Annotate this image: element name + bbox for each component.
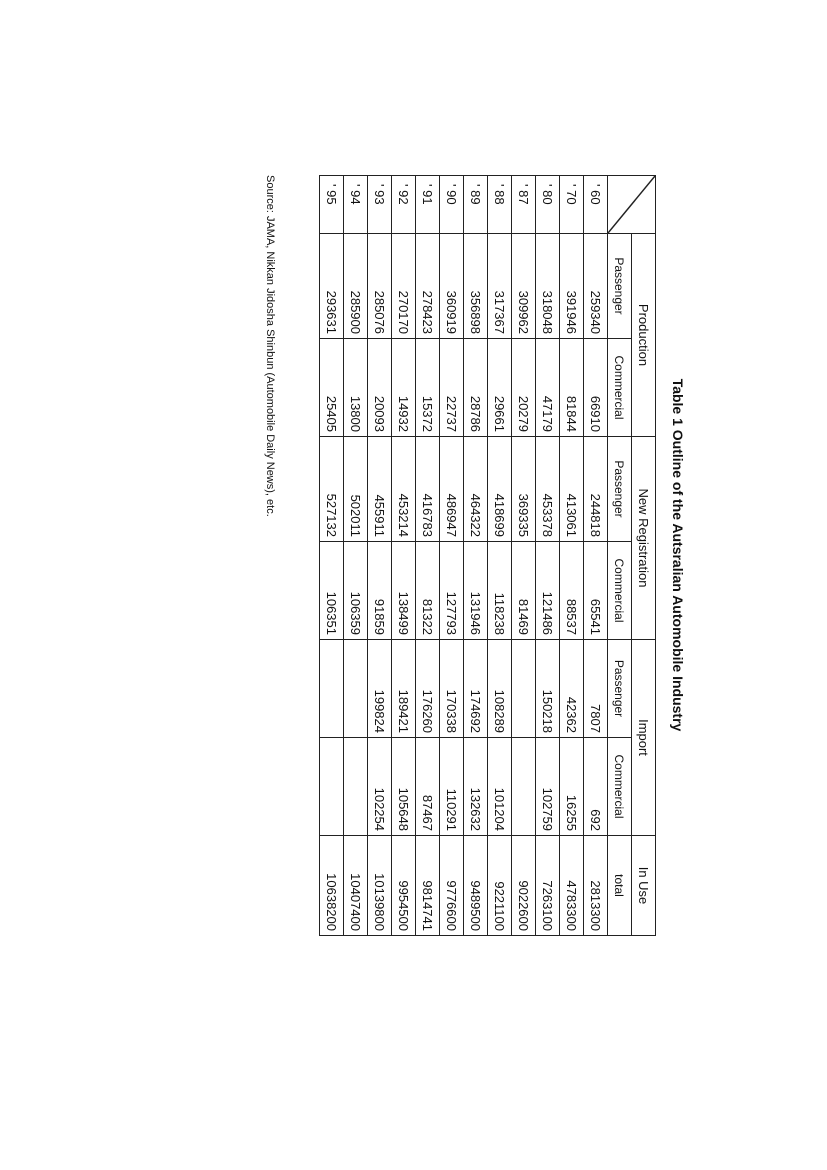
table-row [344, 176, 368, 936]
value-cell: 10139800 [368, 836, 392, 936]
value-cell: 170338 [440, 640, 464, 738]
value-cell: 317367 [488, 234, 512, 339]
value-cell [512, 738, 536, 836]
value-cell: 110291 [440, 738, 464, 836]
value-cell: 87467 [416, 738, 440, 836]
value-cell: 259340 [584, 234, 608, 339]
year-cell: ' 89 [464, 176, 488, 234]
value-cell: 270170 [392, 234, 416, 339]
year-cell: ' 91 [416, 176, 440, 234]
value-cell: 16255 [560, 738, 584, 836]
table-body [320, 176, 608, 936]
value-cell [344, 738, 368, 836]
table-row [392, 176, 416, 936]
year-cell: ' 93 [368, 176, 392, 234]
value-cell: 47179 [536, 339, 560, 437]
value-cell: 14932 [392, 339, 416, 437]
table-row [512, 176, 536, 936]
subheader-row [608, 176, 632, 936]
value-cell: 28786 [464, 339, 488, 437]
value-cell: 106351 [320, 542, 344, 640]
value-cell: 692 [584, 738, 608, 836]
table-row [440, 176, 464, 936]
group-header-in-use: In Use [632, 836, 656, 936]
table-row [464, 176, 488, 936]
table-row [416, 176, 440, 936]
table-row [536, 176, 560, 936]
value-cell: 455911 [368, 437, 392, 542]
value-cell [512, 640, 536, 738]
subheader-cell: Commercial [608, 542, 632, 640]
subheader-cell: Commercial [608, 339, 632, 437]
table-row [560, 176, 584, 936]
value-cell: 29661 [488, 339, 512, 437]
value-cell: 285900 [344, 234, 368, 339]
table-title: Table 1 Outline of the Autsralian Automobile Industry [670, 378, 686, 732]
value-cell: 486947 [440, 437, 464, 542]
value-cell: 4783300 [560, 836, 584, 936]
value-cell: 453378 [536, 437, 560, 542]
value-cell: 65541 [584, 542, 608, 640]
table-row [320, 176, 344, 936]
group-header-new-registration: New Registration [632, 437, 656, 640]
year-cell: ' 60 [584, 176, 608, 234]
value-cell: 356898 [464, 234, 488, 339]
value-cell [320, 738, 344, 836]
value-cell: 106359 [344, 542, 368, 640]
value-cell: 118238 [488, 542, 512, 640]
value-cell: 453214 [392, 437, 416, 542]
value-cell: 293631 [320, 234, 344, 339]
value-cell: 244818 [584, 437, 608, 542]
value-cell: 278423 [416, 234, 440, 339]
rotated-document-sheet [240, 175, 690, 935]
value-cell: 502011 [344, 437, 368, 542]
subheader-cell: Commercial [608, 738, 632, 836]
value-cell [320, 640, 344, 738]
value-cell: 174692 [464, 640, 488, 738]
value-cell: 42362 [560, 640, 584, 738]
value-cell: 413061 [560, 437, 584, 542]
value-cell: 7263100 [536, 836, 560, 936]
subheader-cell: Passenger [608, 234, 632, 339]
value-cell: 199824 [368, 640, 392, 738]
value-cell: 309962 [512, 234, 536, 339]
group-header-production: Production [632, 234, 656, 437]
value-cell: 81322 [416, 542, 440, 640]
value-cell: 101204 [488, 738, 512, 836]
value-cell: 22737 [440, 339, 464, 437]
value-cell: 105648 [392, 738, 416, 836]
value-cell: 121486 [536, 542, 560, 640]
value-cell: 9221100 [488, 836, 512, 936]
year-cell: ' 94 [344, 176, 368, 234]
corner-header-cell [608, 176, 656, 234]
value-cell: 418699 [488, 437, 512, 542]
group-header-import: Import [632, 640, 656, 836]
year-cell: ' 87 [512, 176, 536, 234]
value-cell: 369335 [512, 437, 536, 542]
year-cell: ' 95 [320, 176, 344, 234]
value-cell: 81844 [560, 339, 584, 437]
value-cell: 81469 [512, 542, 536, 640]
value-cell: 285076 [368, 234, 392, 339]
value-cell: 360919 [440, 234, 464, 339]
value-cell: 66910 [584, 339, 608, 437]
source-note: Source: JAMA, Nikkan Jidosha Shinbun (Automobile Daily News), etc. [264, 175, 276, 517]
value-cell: 91859 [368, 542, 392, 640]
value-cell: 9814741 [416, 836, 440, 936]
value-cell: 88537 [560, 542, 584, 640]
year-cell: ' 88 [488, 176, 512, 234]
value-cell: 127793 [440, 542, 464, 640]
table-row [584, 176, 608, 936]
value-cell: 10638200 [320, 836, 344, 936]
value-cell: 176260 [416, 640, 440, 738]
year-cell: ' 90 [440, 176, 464, 234]
value-cell: 189421 [392, 640, 416, 738]
value-cell [344, 640, 368, 738]
value-cell: 102254 [368, 738, 392, 836]
value-cell: 150218 [536, 640, 560, 738]
value-cell: 2813300 [584, 836, 608, 936]
year-cell: ' 80 [536, 176, 560, 234]
subheader-cell: total [608, 836, 632, 936]
value-cell: 13800 [344, 339, 368, 437]
table-row [368, 176, 392, 936]
value-cell: 9954500 [392, 836, 416, 936]
value-cell: 391946 [560, 234, 584, 339]
value-cell: 9489500 [464, 836, 488, 936]
value-cell: 318048 [536, 234, 560, 339]
diagonal-line-icon [608, 176, 655, 233]
value-cell: 20279 [512, 339, 536, 437]
table-row [488, 176, 512, 936]
year-cell: ' 70 [560, 176, 584, 234]
value-cell: 9022600 [512, 836, 536, 936]
year-cell: ' 92 [392, 176, 416, 234]
value-cell: 15372 [416, 339, 440, 437]
value-cell: 25405 [320, 339, 344, 437]
value-cell: 108289 [488, 640, 512, 738]
subheader-cell: Passenger [608, 437, 632, 542]
value-cell: 20093 [368, 339, 392, 437]
value-cell: 131946 [464, 542, 488, 640]
value-cell: 132632 [464, 738, 488, 836]
value-cell: 102759 [536, 738, 560, 836]
value-cell: 464322 [464, 437, 488, 542]
value-cell: 138499 [392, 542, 416, 640]
value-cell: 527132 [320, 437, 344, 542]
subheader-cell: Passenger [608, 640, 632, 738]
value-cell: 9776600 [440, 836, 464, 936]
value-cell: 416783 [416, 437, 440, 542]
value-cell: 10407400 [344, 836, 368, 936]
value-cell: 7807 [584, 640, 608, 738]
group-header-row [632, 176, 656, 936]
automobile-industry-table [319, 175, 656, 936]
